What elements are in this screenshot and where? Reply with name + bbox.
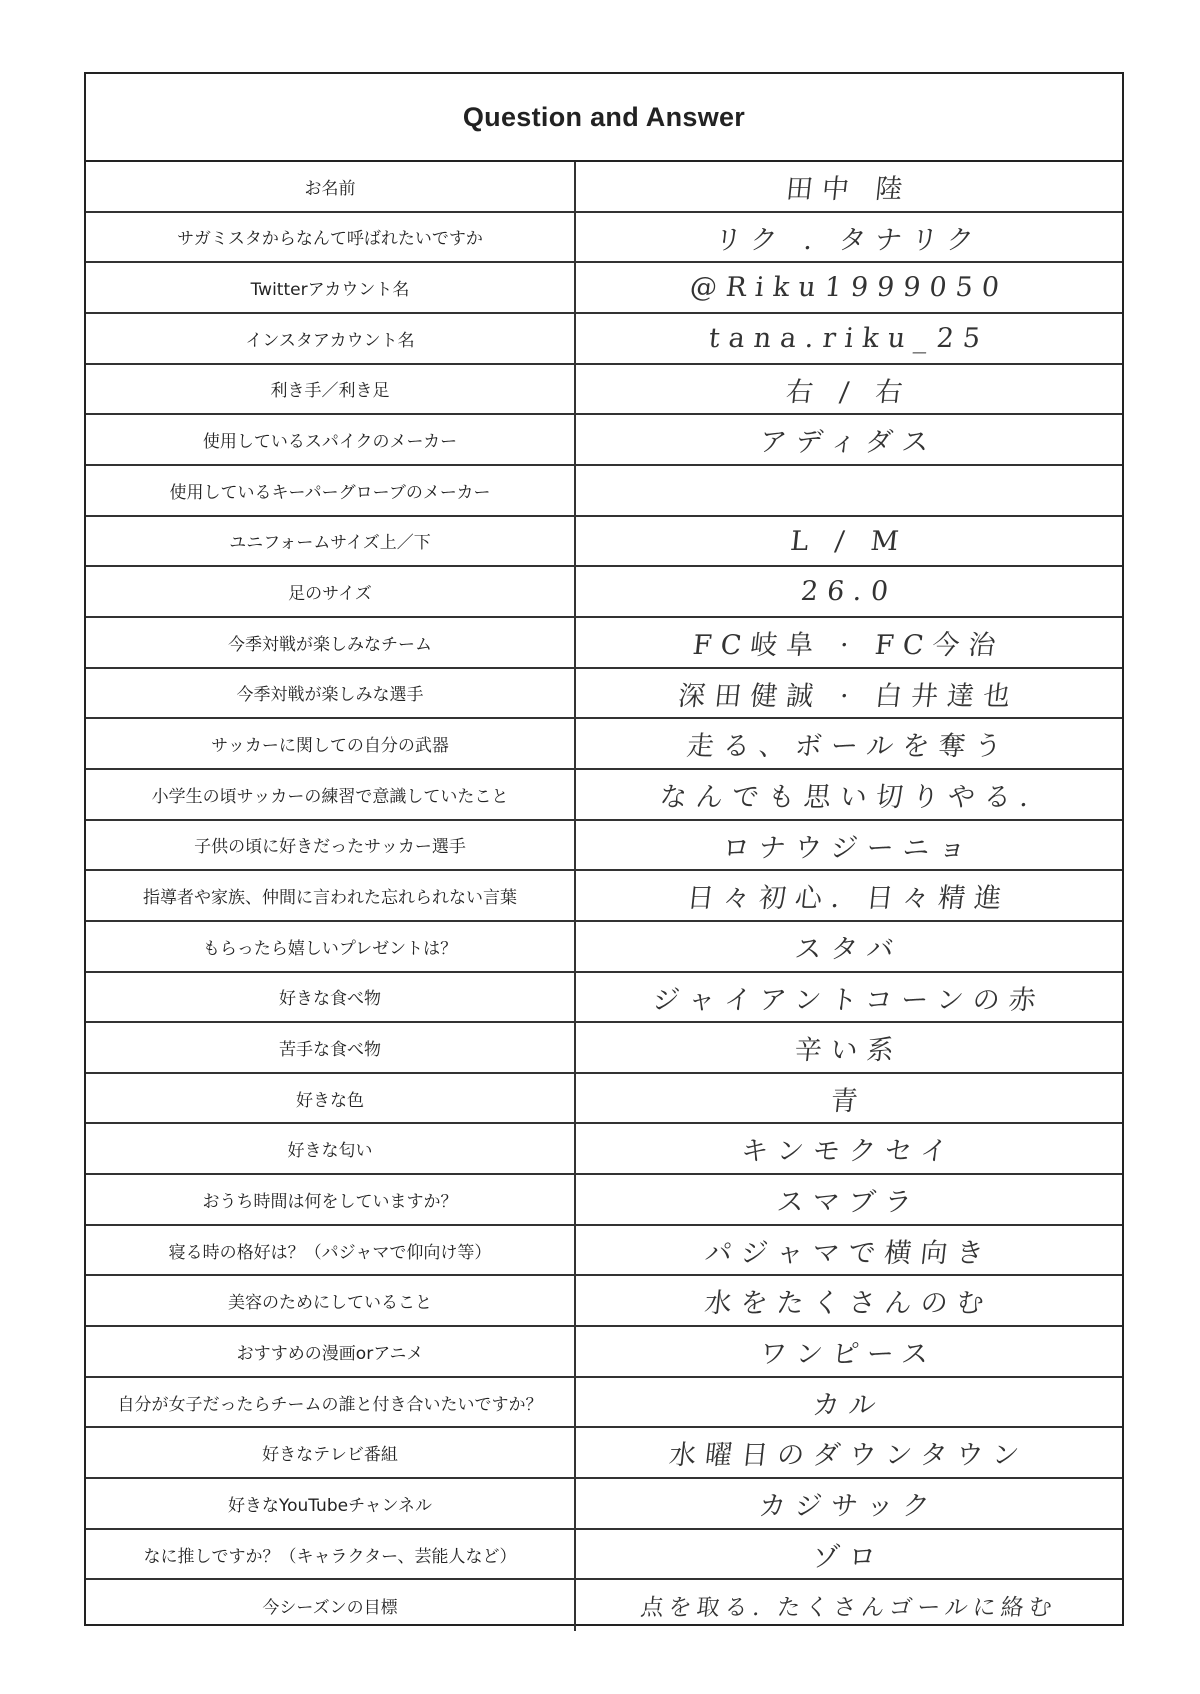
handwritten-answer: 辛い系: [793, 1034, 905, 1066]
question-label: サガミスタからなんて呼ばれたいですか: [86, 213, 576, 262]
qa-row: [86, 1479, 1122, 1530]
handwritten-answer: スマブラ: [775, 1186, 923, 1218]
question-label: 美容のためにしていること: [86, 1276, 576, 1325]
handwritten-answer: L / M: [788, 525, 910, 557]
question-label: 使用しているスパイクのメーカー: [86, 415, 576, 464]
handwritten-answer: 水曜日のダウンタウン: [667, 1440, 1030, 1472]
question-label: 足のサイズ: [86, 567, 576, 616]
qa-row: [86, 1276, 1122, 1327]
qa-row: [86, 1378, 1122, 1429]
qa-row: [86, 213, 1122, 264]
handwritten-answer: 深田健誠 · 白井達也: [676, 680, 1021, 712]
question-label: 今シーズンの目標: [86, 1580, 576, 1631]
qa-row: [86, 415, 1122, 466]
handwritten-answer: 点を取る. たくさんゴールに絡む: [639, 1595, 1059, 1622]
handwritten-answer: 右 / 右: [784, 376, 913, 408]
qa-row: [86, 1428, 1122, 1479]
question-label: 好きな食べ物: [86, 973, 576, 1022]
handwritten-answer: パジャマで横向き: [703, 1237, 995, 1269]
question-label: 子供の頃に好きだったサッカー選手: [86, 821, 576, 870]
question-label: 寝る時の格好は？（パジャマで仰向け等）: [86, 1226, 576, 1275]
question-label: もらったら嬉しいプレゼントは？: [86, 922, 576, 971]
question-label: おうち時間は何をしていますか？: [86, 1175, 576, 1224]
question-label: ユニフォームサイズ上／下: [86, 517, 576, 566]
question-label: 今季対戦が楽しみなチーム: [86, 618, 576, 667]
qa-row: [86, 719, 1122, 770]
handwritten-answer: アディダス: [758, 427, 940, 459]
question-label: 指導者や家族、仲間に言われた忘れられない言葉: [86, 871, 576, 920]
handwritten-answer: カジサック: [757, 1490, 941, 1522]
handwritten-answer: 水をたくさんのむ: [703, 1288, 995, 1320]
question-label: おすすめの漫画orアニメ: [86, 1327, 576, 1376]
question-label: Twitterアカウント名: [86, 263, 576, 312]
qa-row: [86, 466, 1122, 517]
qa-row: [86, 871, 1122, 922]
qa-row: [86, 669, 1122, 720]
qa-row: [86, 1124, 1122, 1175]
handwritten-answer: FC岐阜 · FC今治: [691, 629, 1007, 661]
qa-row: [86, 973, 1122, 1024]
handwritten-answer: なんでも思い切りやる.: [658, 781, 1040, 813]
handwritten-answer: tana.riku_25: [707, 322, 991, 354]
question-label: お名前: [86, 162, 576, 211]
qa-row: [86, 1175, 1122, 1226]
qa-row: [86, 517, 1122, 568]
qa-row: [86, 1327, 1122, 1378]
handwritten-answer: 走る、ボールを奪う: [685, 731, 1013, 763]
handwritten-answer: ジャイアントコーンの赤: [651, 984, 1047, 1016]
qa-row: [86, 1023, 1122, 1074]
handwritten-answer: 26.0: [799, 576, 899, 608]
handwritten-answer: [573, 466, 1124, 515]
question-label: 今季対戦が楽しみな選手: [86, 669, 576, 718]
questionnaire-sheet: [84, 72, 1124, 1626]
qa-row: [86, 821, 1122, 872]
qa-row: [86, 365, 1122, 416]
qa-row: [86, 263, 1122, 314]
question-label: 好きなテレビ番組: [86, 1428, 576, 1477]
question-label: なに推しですか？（キャラクター、芸能人など）: [86, 1530, 576, 1579]
qa-row: [86, 567, 1122, 618]
qa-row: [86, 1530, 1122, 1581]
qa-table: [86, 162, 1122, 1631]
handwritten-answer: 日々初心. 日々精進: [685, 883, 1012, 915]
qa-row: [86, 1074, 1122, 1125]
qa-row: [86, 162, 1122, 213]
sheet-title: Question and Answer: [86, 74, 1122, 162]
qa-row: [86, 1226, 1122, 1277]
question-label: 利き手／利き足: [86, 365, 576, 414]
handwritten-answer: ワンピース: [758, 1338, 940, 1370]
handwritten-answer: 田中 陸: [784, 173, 914, 205]
question-label: インスタアカウント名: [86, 314, 576, 363]
qa-row: [86, 1580, 1122, 1631]
handwritten-answer: リク . タナリク: [713, 224, 985, 256]
question-label: サッカーに関しての自分の武器: [86, 719, 576, 768]
qa-row: [86, 314, 1122, 365]
question-label: 使用しているキーパーグローブのメーカー: [86, 466, 576, 515]
question-label: 苦手な食べ物: [86, 1023, 576, 1072]
qa-row: [86, 618, 1122, 669]
qa-row: [86, 922, 1122, 973]
handwritten-answer: キンモクセイ: [739, 1136, 958, 1168]
handwritten-answer: @Riku1999050: [688, 272, 1010, 304]
qa-row: [86, 770, 1122, 821]
handwritten-answer: 青: [829, 1085, 869, 1117]
question-label: 自分が女子だったらチームの誰と付き合いたいですか？: [86, 1378, 576, 1427]
question-label: 小学生の頃サッカーの練習で意識していたこと: [86, 770, 576, 819]
handwritten-answer: カル: [811, 1389, 887, 1421]
handwritten-answer: ロナウジーニョ: [721, 832, 977, 864]
handwritten-answer: スタバ: [793, 933, 905, 965]
handwritten-answer: ゾロ: [811, 1541, 887, 1573]
question-label: 好きな匂い: [86, 1124, 576, 1173]
question-label: 好きな色: [86, 1074, 576, 1123]
question-label: 好きなYouTubeチャンネル: [86, 1479, 576, 1528]
